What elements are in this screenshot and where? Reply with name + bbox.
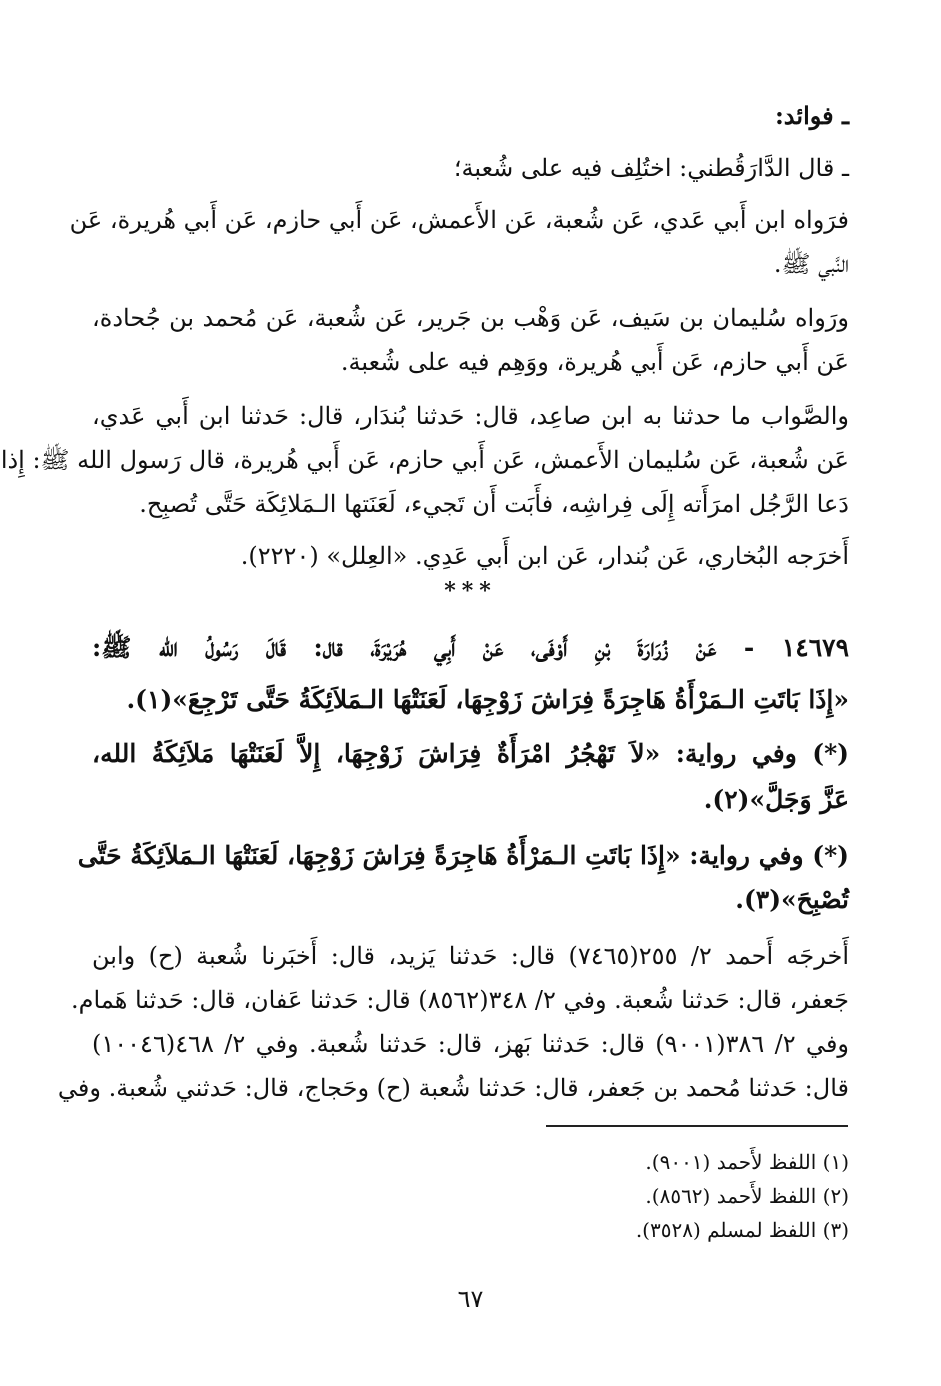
text-line: ـ قال الدَّارَقُطني: اختُلِف فيه على شُعبة؛ xyxy=(453,154,849,182)
hadith-line: «إِذَا بَاتَتِ الـمَرْأَةُ هَاجِرَةً فِرَاشَ زَوْجِهَا، لَعَنَتْهَا الـمَلاَئِكَةُ حَتَّى تَرْجِعَ»(١). xyxy=(126,685,849,714)
text-line: أَخرَجه البُخاري، عَن بُندار، عَن ابن أَبي عَدِي. «العِلل» (٢٢٢٠). xyxy=(240,542,849,570)
footnote-divider xyxy=(546,1125,848,1127)
text-line: عَن أَبي حازم، عَن أَبي هُريرة، ووَهِم فيه على شُعبة. xyxy=(340,348,849,376)
takhrij-line: قال: حَدثنا مُحمد بن جَعفر، قال: حَدثنا شُعبة (ح) وحَجاج، قال: حَدثني شُعبة. وفي xyxy=(57,1074,849,1102)
text-line: فرَواه ابن أَبي عَدي، عَن شُعبة، عَن الأَعمش، عَن أَبي حازم، عَن أَبي هُريرة، عَن xyxy=(69,206,849,234)
section-heading: ـ فوائد: xyxy=(774,101,849,130)
page-number: ٦٧ xyxy=(457,1285,484,1313)
takhrij-line: جَعفر، قال: حَدثنا شُعبة. وفي ٢/ ٣٤٨(٨٥٦٢) قال: حَدثنا عَفان، قال: حَدثنا هَمام. xyxy=(71,986,849,1014)
text-line: عَن شُعبة، عَن سُليمان الأَعمش، عَن أَبي حازم، عَن أَبي هُريرة، قال رَسول الله ﷺ: إِذا xyxy=(0,446,849,474)
section-separator: *** xyxy=(444,578,497,604)
footnote: (٢) اللفظ لأَحمد (٨٥٦٢). xyxy=(645,1184,849,1208)
text-line: ورَواه سُليمان بن سَيف، عَن وَهْب بن جَرير، عَن شُعبة، عَن مُحمد بن جُحادة، xyxy=(92,304,849,332)
text-line: والصَّواب ما حدثنا به ابن صاعِد، قال: حَدثنا بُندَار، قال: حَدثنا ابن أَبي عَدي، xyxy=(92,402,850,430)
hadith-line: (*) وفي رواية: «لاَ تَهْجُرُ امْرَأَةٌ فِرَاشَ زَوْجِهَا، إِلاَّ لَعَنَتْهَا مَلاَئِكَةُ الله، xyxy=(92,739,849,768)
takhrij-line: وفي ٢/ ٣٨٦(٩٠٠١) قال: حَدثنا بَهز، قال: حَدثنا شُعبة. وفي ٢/ ٤٦٨(١٠٠٤٦) xyxy=(92,1030,850,1058)
hadith-line: تُصْبِحَ»(٣). xyxy=(735,885,849,914)
text-line: النَّبي ﷺ. xyxy=(773,250,849,278)
text-line: دَعا الرَّجُل امرَأَته إِلَى فِراشِه، فأَبَت أَن تَجيء، لَعَنَتها الـمَلائِكَة حَتَّى تُصبِح. xyxy=(139,490,849,518)
hadith-line: ١٤٦٧٩ - عَنْ زُرَارَةَ بْنِ أَوْفَى، عَنْ أَبِي هُرَيْرَةَ، قال: قَالَ رَسُولُ الله ﷺ: xyxy=(92,633,849,662)
footnote: (١) اللفظ لأَحمد (٩٠٠١). xyxy=(645,1150,849,1174)
hadith-line: عَزَّ وَجَلَّ»(٢). xyxy=(703,785,849,814)
hadith-line: (*) وفي رواية: «إِذَا بَاتَتِ الـمَرْأَةُ هَاجِرَةً فِرَاشَ زَوْجِهَا، لَعَنَتْهَا الـمَلاَئِكَةُ حَتَّى xyxy=(77,841,849,870)
takhrij-line: أَخرجَه أَحمد ٢/ ٢٥٥(٧٤٦٥) قال: حَدثنا يَزيد، قال: أَخبَرنا شُعبة (ح) وابن xyxy=(92,942,849,970)
footnote: (٣) اللفظ لمسلم (٣٥٢٨). xyxy=(635,1218,849,1242)
